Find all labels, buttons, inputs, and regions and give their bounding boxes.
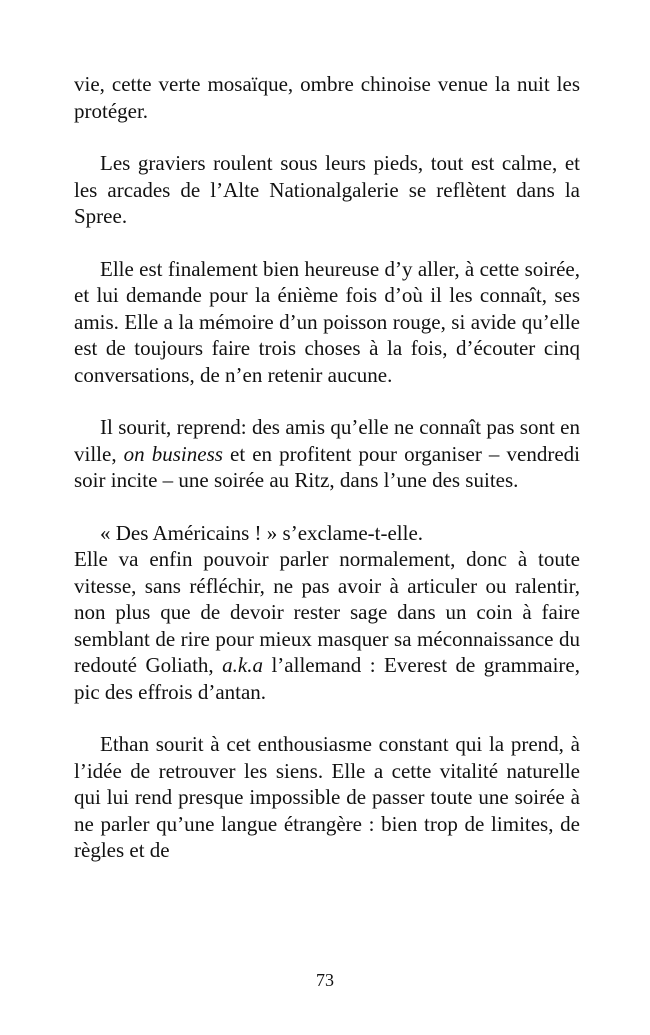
page-number: 73 [316, 970, 334, 990]
paragraph-soiree: Elle est finalement bien heureuse d’y aller, à cette soirée, et lui demande pour la énième fois d’où il les connaît, ses amis. Elle a la mémoire d’un poisson rouge, si avide qu’elle est de toujours faire trois choses à la fois, d’écouter cinq conversations, de n’en retenir aucune. [74, 256, 580, 387]
paragraph-parler-text-end: l’allemand : Everest de grammaire, pic des effrois d’antan. [74, 653, 580, 704]
paragraph-sourit [74, 414, 580, 494]
paragraph-ethan: Ethan sourit à cet enthousiasme constant qui la prend, à l’idée de retrouver les siens. Elle a cette vitalité naturelle qui lui rend presque impossible de passer toute une soirée à ne parler qu’une langue étrangère : bien trop de limites, de règles et de [74, 732, 580, 862]
paragraph-parler-text-start: Elle va enfin pouvoir parler normalement, donc à toute vitesse, sans réfléchir, ne pas avoir à articuler ou ralentir, non plus que de devoir rester sage dans un coin à faire semblant de rire pour mieux masquer sa méconnaissance du redouté Goliath, [74, 547, 580, 677]
paragraph-americains: « Des Américains ! » s’exclame-t-elle. [100, 520, 424, 545]
paragraph-sourit-text-end: et en profitent pour organiser – vendredi soir incite – une soirée au Ritz, dans l’une des suites. [74, 441, 580, 492]
paragraph-continuation: vie, cette verte mosaïque, ombre chinoise venue la nuit les protéger. [74, 72, 580, 123]
paragraph-sourit-italic: on business [123, 441, 223, 466]
paragraph-sourit-text-start: Il sourit, reprend: des amis qu’elle ne connaît pas sont en ville, [74, 415, 580, 466]
paragraph-parler [74, 546, 580, 705]
paragraph-parler-italic: a.k.a [222, 653, 263, 677]
page-body [74, 71, 580, 890]
paragraph-graviers: Les graviers roulent sous leurs pieds, tout est calme, et les arcades de l’Alte Nationalgalerie se reflètent dans la Spree. [74, 151, 580, 228]
